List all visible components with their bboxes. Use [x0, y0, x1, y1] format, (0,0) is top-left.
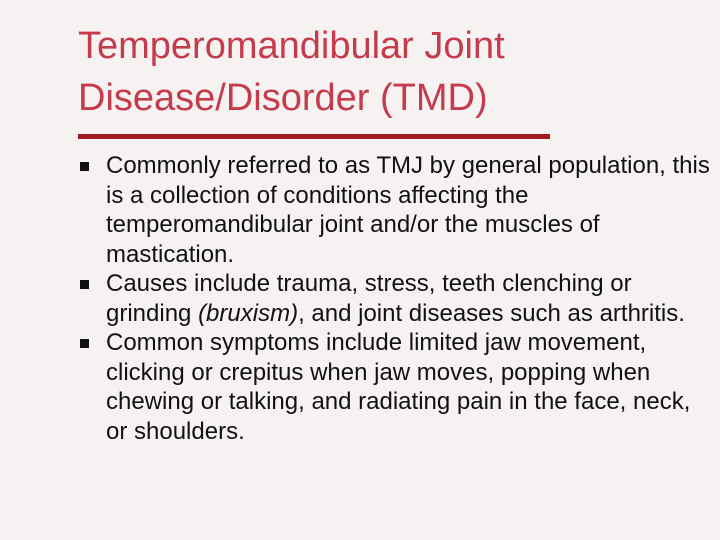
square-bullet-icon [80, 339, 89, 348]
square-bullet-icon [80, 162, 89, 171]
title-line-2: Disease/Disorder (TMD) [78, 77, 488, 119]
bullet-item-definition [80, 151, 710, 269]
title-underline [78, 134, 550, 139]
bullet-text-symptoms: Common symptoms include limited jaw movement, clicking or crepitus when jaw moves, popping when chewing or talking, and radiating pain in the face, neck, or shoulders. [106, 329, 691, 445]
bullet-item-causes [80, 269, 710, 328]
bullet-item-symptoms [80, 328, 710, 446]
bullet-text-bruxism: (bruxism) [198, 299, 299, 327]
bullet-text-causes-end: , and joint diseases such as arthritis. [298, 299, 685, 327]
title-line-1: Temperomandibular Joint [78, 25, 505, 67]
square-bullet-icon [80, 280, 89, 289]
slide-title [78, 20, 678, 124]
bullet-list [80, 151, 710, 446]
bullet-text-definition: Commonly referred to as TMJ by general population, this is a collection of conditions affecting the temperomandibular joint and/or the muscles of mastication. [106, 152, 710, 268]
bullet-text-causes-start: Causes include trauma, stress, teeth clenching or grinding [106, 270, 632, 327]
